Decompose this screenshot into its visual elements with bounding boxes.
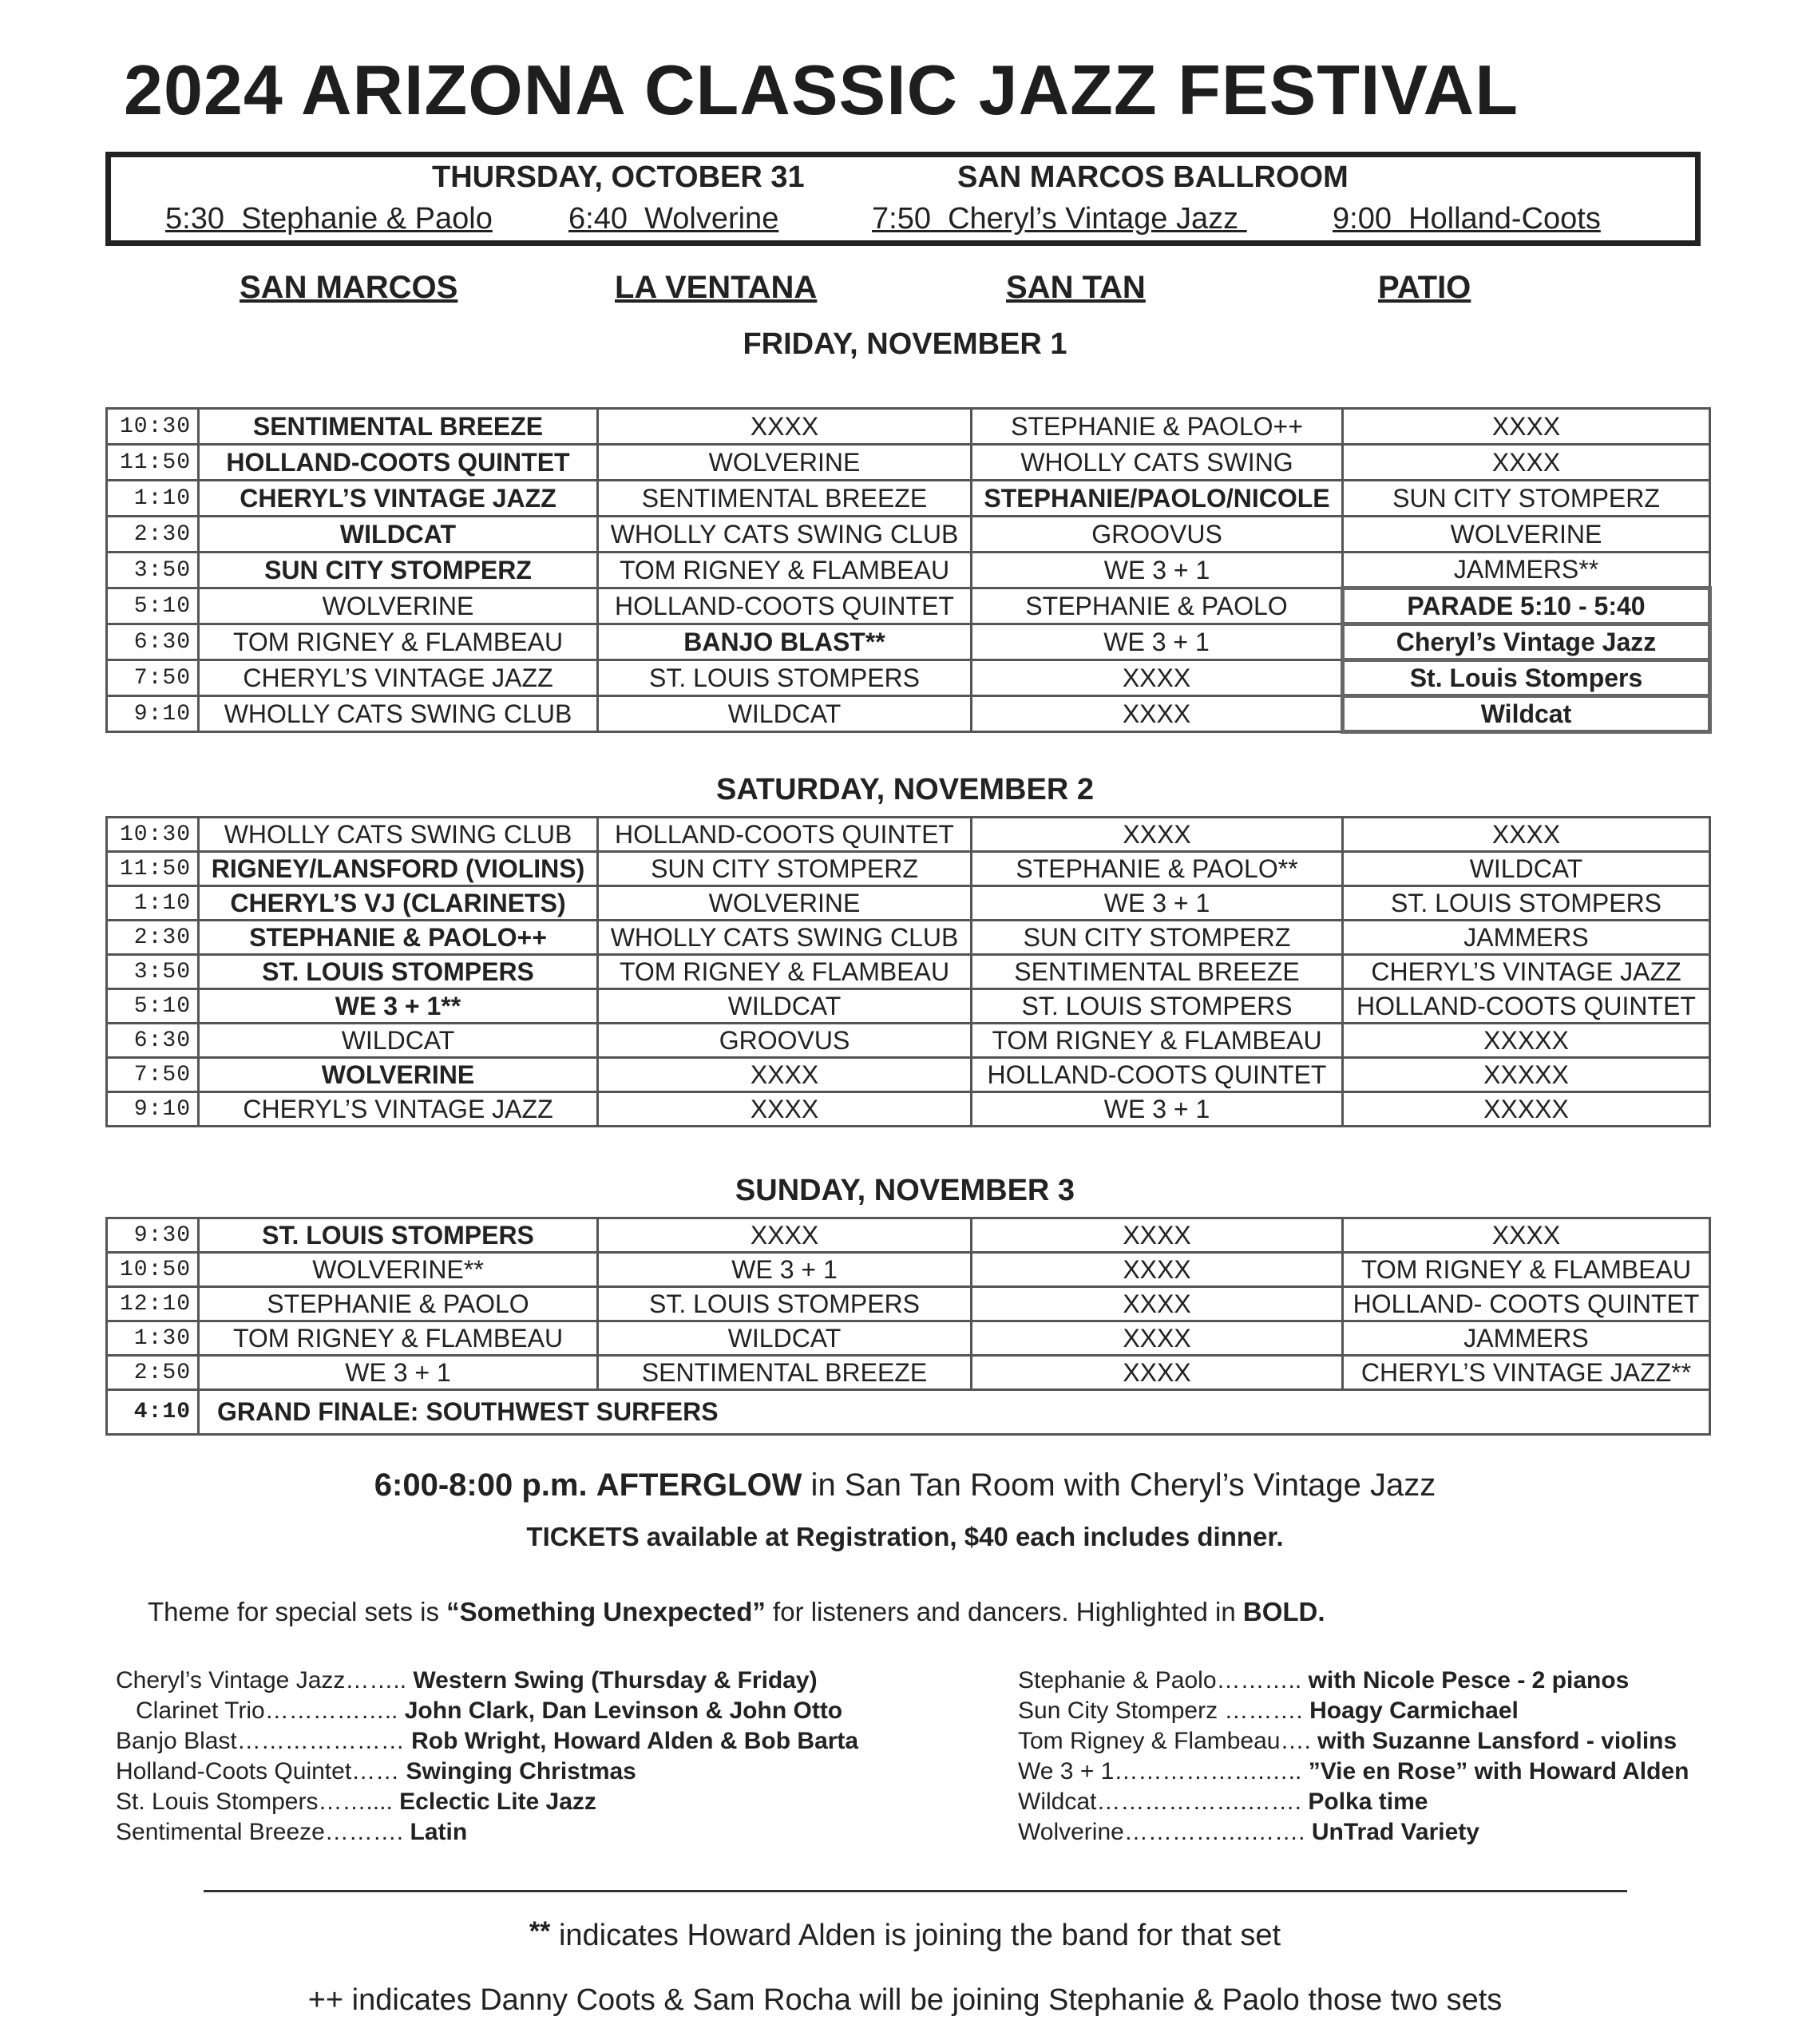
band-cell: GROOVUS [598,1024,972,1058]
band-cell: WE 3 + 1 [972,1092,1343,1127]
band-cell: XXXX [972,1321,1343,1356]
band-cell: WILDCAT [199,517,598,553]
band-cell: XXXXX [1343,1092,1710,1127]
band-cell: WE 3 + 1 [972,886,1343,921]
afterglow-label: AFTERGLOW [596,1468,802,1503]
afterglow-text: in San Tan Room with Cheryl’s Vintage Jazz [802,1468,1436,1503]
table-row [107,1356,1710,1390]
legend-item [116,1819,858,1849]
band-cell: STEPHANIE & PAOLO [199,1287,598,1321]
band-cell: WILDCAT [598,696,972,732]
legend-theme: Swinging Christmas [406,1758,636,1785]
time-cell: 10:30 [107,409,199,445]
legend-theme: with Nicole Pesce - 2 pianos [1308,1667,1630,1693]
legend-item [116,1667,858,1697]
footnote-stars-text: indicates Howard Alden is joining the band for that set [550,1919,1281,1952]
band-cell: CHERYL’S VINTAGE JAZZ** [1343,1356,1710,1390]
legend-band: Banjo Blast………………… [116,1728,405,1754]
table-row [107,886,1710,921]
band-cell: WHOLLY CATS SWING [972,445,1343,481]
band-cell: ST. LOUIS STOMPERS [199,955,598,989]
thursday-set: 7:50 Cheryl’s Vintage Jazz [872,202,1247,236]
band-cell: XXXX [972,818,1343,852]
theme-quote: “Something Unexpected” [446,1597,766,1626]
legend-item [116,1758,858,1788]
legend-band: Holland-Coots Quintet…… [116,1758,400,1785]
legend-item [1018,1728,1689,1758]
band-cell: ST. LOUIS STOMPERS [598,660,972,696]
band-cell: JAMMERS** [1343,553,1710,588]
band-cell: SUN CITY STOMPERZ [598,852,972,886]
legend-item [1018,1788,1689,1819]
table-row [107,409,1710,445]
band-cell: STEPHANIE & PAOLO++ [972,409,1343,445]
band-cell: WOLVERINE [598,886,972,921]
band-cell: XXXX [972,1218,1343,1253]
time-cell: 1:30 [107,1321,199,1356]
band-cell: STEPHANIE/PAOLO/NICOLE [972,481,1343,517]
band-cell: TOM RIGNEY & FLAMBEAU [598,955,972,989]
legend-theme: John Clark, Dan Levinson & John Otto [404,1697,843,1724]
band-cell: SUN CITY STOMPERZ [972,921,1343,955]
band-cell: XXXXX [1343,1024,1710,1058]
band-cell: WILDCAT [199,1024,598,1058]
stars-symbol: ** [529,1916,551,1947]
band-cell: WE 3 + 1 [199,1356,598,1390]
time-cell: 2:30 [107,517,199,553]
legend-left [116,1667,858,1849]
band-cell: STEPHANIE & PAOLO** [972,852,1343,886]
saturday-heading: SATURDAY, NOVEMBER 2 [716,773,1094,806]
band-cell: XXXX [972,696,1343,732]
thursday-set: 9:00 Holland-Coots [1333,202,1601,236]
time-cell: 7:50 [107,1058,199,1092]
time-cell: 1:10 [107,886,199,921]
legend-band: Sentimental Breeze………. [116,1819,404,1845]
band-cell: SENTIMENTAL BREEZE [598,1356,972,1390]
time-cell: 4:10 [107,1390,199,1435]
friday-heading: FRIDAY, NOVEMBER 1 [743,327,1067,361]
band-cell: XXXXX [1343,1058,1710,1092]
time-cell: 7:50 [107,660,199,696]
time-cell: 11:50 [107,852,199,886]
footnote-stars [0,1916,1810,1953]
friday-schedule-table [105,407,1712,734]
legend-item [1018,1697,1689,1728]
band-cell: XXXX [972,1253,1343,1287]
band-cell: HOLLAND-COOTS QUINTET [972,1058,1343,1092]
venue-header: SAN MARCOS [240,270,458,305]
legend-band: Clarinet Trio…………….. [116,1697,398,1724]
band-cell: STEPHANIE & PAOLO [972,588,1343,624]
legend-right [1018,1667,1689,1849]
band-cell: WHOLLY CATS SWING CLUB [199,696,598,732]
venue-header: LA VENTANA [615,270,818,305]
band-cell: SENTIMENTAL BREEZE [199,409,598,445]
time-cell: 5:10 [107,588,199,624]
table-row [107,852,1710,886]
thursday-day: THURSDAY, OCTOBER 31 [432,160,805,194]
venue-header: SAN TAN [1006,270,1146,305]
band-cell: XXXX [972,1356,1343,1390]
band-cell: HOLLAND-COOTS QUINTET [598,818,972,852]
table-row [107,1092,1710,1127]
band-cell: WILDCAT [598,1321,972,1356]
table-row [107,1321,1710,1356]
band-cell: GROOVUS [972,517,1343,553]
band-cell: TOM RIGNEY & FLAMBEAU [972,1024,1343,1058]
band-cell: HOLLAND-COOTS QUINTET [598,588,972,624]
band-cell: WOLVERINE** [199,1253,598,1287]
legend-item [1018,1667,1689,1697]
time-cell: 3:50 [107,553,199,588]
table-row [107,624,1710,660]
time-cell: 12:10 [107,1287,199,1321]
band-cell: JAMMERS [1343,921,1710,955]
band-cell: WHOLLY CATS SWING CLUB [199,818,598,852]
saturday-schedule-table [105,816,1711,1127]
band-cell: XXXX [598,1092,972,1127]
time-cell: 3:50 [107,955,199,989]
band-cell: XXXX [1343,409,1710,445]
time-cell: 2:30 [107,921,199,955]
thursday-box [105,152,1701,246]
legend-theme: Polka time [1308,1788,1428,1815]
band-cell: WHOLLY CATS SWING CLUB [598,921,972,955]
tickets-line [0,1522,1810,1552]
table-row [107,445,1710,481]
divider [204,1890,1627,1892]
legend-theme: UnTrad Variety [1311,1819,1479,1845]
legend-band: St. Louis Stompers…….... [116,1788,393,1815]
band-cell: CHERYL’S VINTAGE JAZZ [199,660,598,696]
band-cell: WOLVERINE [199,1058,598,1092]
band-cell: WHOLLY CATS SWING CLUB [598,517,972,553]
band-cell: SUN CITY STOMPERZ [1343,481,1710,517]
footnote-plus: ++ indicates Danny Coots & Sam Rocha will be joining Stephanie & Paolo those two sets [307,1983,1503,2017]
table-row [107,921,1710,955]
table-row [107,818,1710,852]
time-cell: 9:30 [107,1218,199,1253]
sunday-heading: SUNDAY, NOVEMBER 3 [735,1174,1075,1207]
band-cell: SENTIMENTAL BREEZE [972,955,1343,989]
legend-band: Wolverine…………….……. [1018,1819,1305,1845]
band-cell: HOLLAND-COOTS QUINTET [199,445,598,481]
band-cell: XXXX [598,409,972,445]
afterglow-line [0,1468,1810,1503]
time-cell: 9:10 [107,1092,199,1127]
band-cell: WE 3 + 1** [199,989,598,1024]
grand-finale-cell: GRAND FINALE: SOUTHWEST SURFERS [199,1390,1710,1435]
table-row [107,588,1710,624]
band-cell: WE 3 + 1 [972,624,1343,660]
band-cell: WOLVERINE [1343,517,1710,553]
theme-line [148,1597,1325,1627]
legend-band: Stephanie & Paolo……….. [1018,1667,1302,1693]
band-cell: ST. LOUIS STOMPERS [199,1218,598,1253]
legend-item [116,1788,858,1819]
table-row [107,955,1710,989]
time-cell: 5:10 [107,989,199,1024]
band-cell: St. Louis Stompers [1343,660,1710,696]
band-cell: Cheryl’s Vintage Jazz [1343,624,1710,660]
table-row [107,989,1710,1024]
band-cell: TOM RIGNEY & FLAMBEAU [1343,1253,1710,1287]
band-cell: XXXX [598,1218,972,1253]
band-cell: WOLVERINE [598,445,972,481]
table-row [107,1253,1710,1287]
legend-theme: Western Swing (Thursday & Friday) [413,1667,818,1693]
time-cell: 10:30 [107,818,199,852]
table-row [107,517,1710,553]
legend-theme: ”Vie en Rose” with Howard Alden [1308,1758,1689,1785]
table-row [107,660,1710,696]
thursday-venue: SAN MARCOS BALLROOM [957,160,1349,194]
band-cell: XXXX [598,1058,972,1092]
time-cell: 11:50 [107,445,199,481]
legend-item [116,1728,858,1758]
legend-item [116,1697,858,1728]
band-cell: WILDCAT [1343,852,1710,886]
band-cell: WILDCAT [598,989,972,1024]
table-row [107,1218,1710,1253]
band-cell: ST. LOUIS STOMPERS [1343,886,1710,921]
time-cell: 1:10 [107,481,199,517]
band-cell: Wildcat [1343,696,1710,732]
legend-band: Tom Rigney & Flambeau…. [1018,1728,1311,1754]
legend-band: Sun City Stomperz ………. [1018,1697,1303,1724]
legend-band: We 3 + 1……………….….. [1018,1758,1302,1785]
band-cell: HOLLAND-COOTS QUINTET [1343,989,1710,1024]
band-cell: ST. LOUIS STOMPERS [972,989,1343,1024]
band-cell: XXXX [1343,818,1710,852]
table-row [107,1024,1710,1058]
time-cell: 10:50 [107,1253,199,1287]
theme-bold: BOLD. [1242,1597,1325,1626]
band-cell: WE 3 + 1 [972,553,1343,588]
band-cell: CHERYL’S VINTAGE JAZZ [199,1092,598,1127]
time-cell: 2:50 [107,1356,199,1390]
legend-band: Cheryl’s Vintage Jazz…….. [116,1667,407,1693]
band-cell: JAMMERS [1343,1321,1710,1356]
band-cell: CHERYL’S VJ (CLARINETS) [199,886,598,921]
band-cell: XXXX [972,660,1343,696]
table-row [107,481,1710,517]
tickets-text: available at Registration, $40 each includes dinner. [639,1522,1284,1551]
time-cell: 6:30 [107,1024,199,1058]
band-cell: PARADE 5:10 - 5:40 [1343,588,1710,624]
legend-theme: Hoagy Carmichael [1309,1697,1519,1724]
band-cell: CHERYL’S VINTAGE JAZZ [199,481,598,517]
time-cell: 9:10 [107,696,199,732]
legend-item [1018,1819,1689,1849]
band-cell: XXXX [1343,445,1710,481]
band-cell: XXXX [972,1287,1343,1321]
tickets-label: TICKETS [526,1522,640,1551]
band-cell: TOM RIGNEY & FLAMBEAU [199,1321,598,1356]
legend-theme: with Suzanne Lansford - violins [1317,1728,1677,1754]
legend-theme: Latin [410,1819,468,1845]
legend-theme: Rob Wright, Howard Alden & Bob Barta [411,1728,859,1754]
legend-item [1018,1758,1689,1788]
band-cell: STEPHANIE & PAOLO++ [199,921,598,955]
finale-row [107,1390,1710,1435]
theme-text: for listeners and dancers. Highlighted in [765,1597,1243,1626]
table-row [107,553,1710,588]
band-cell: SENTIMENTAL BREEZE [598,481,972,517]
table-row [107,1058,1710,1092]
table-row [107,696,1710,732]
band-cell: TOM RIGNEY & FLAMBEAU [199,624,598,660]
table-row [107,1287,1710,1321]
band-cell: RIGNEY/LANSFORD (VIOLINS) [199,852,598,886]
band-cell: SUN CITY STOMPERZ [199,553,598,588]
venue-header: PATIO [1378,270,1471,305]
page-title: 2024 ARIZONA CLASSIC JAZZ FESTIVAL [124,50,1519,129]
legend-band: Wildcat……………….……. [1018,1788,1302,1815]
band-cell: WOLVERINE [199,588,598,624]
afterglow-time: 6:00-8:00 p.m. [374,1468,588,1503]
band-cell: BANJO BLAST** [598,624,972,660]
band-cell: WE 3 + 1 [598,1253,972,1287]
sunday-schedule-table [105,1217,1711,1436]
band-cell: XXXX [1343,1218,1710,1253]
band-cell: CHERYL’S VINTAGE JAZZ [1343,955,1710,989]
time-cell: 6:30 [107,624,199,660]
band-cell: ST. LOUIS STOMPERS [598,1287,972,1321]
band-cell: HOLLAND- COOTS QUINTET [1343,1287,1710,1321]
thursday-set: 5:30 Stephanie & Paolo [165,202,493,236]
legend-theme: Eclectic Lite Jazz [399,1788,596,1815]
theme-text: Theme for special sets is [148,1597,447,1626]
band-cell: TOM RIGNEY & FLAMBEAU [598,553,972,588]
thursday-set: 6:40 Wolverine [568,202,779,236]
